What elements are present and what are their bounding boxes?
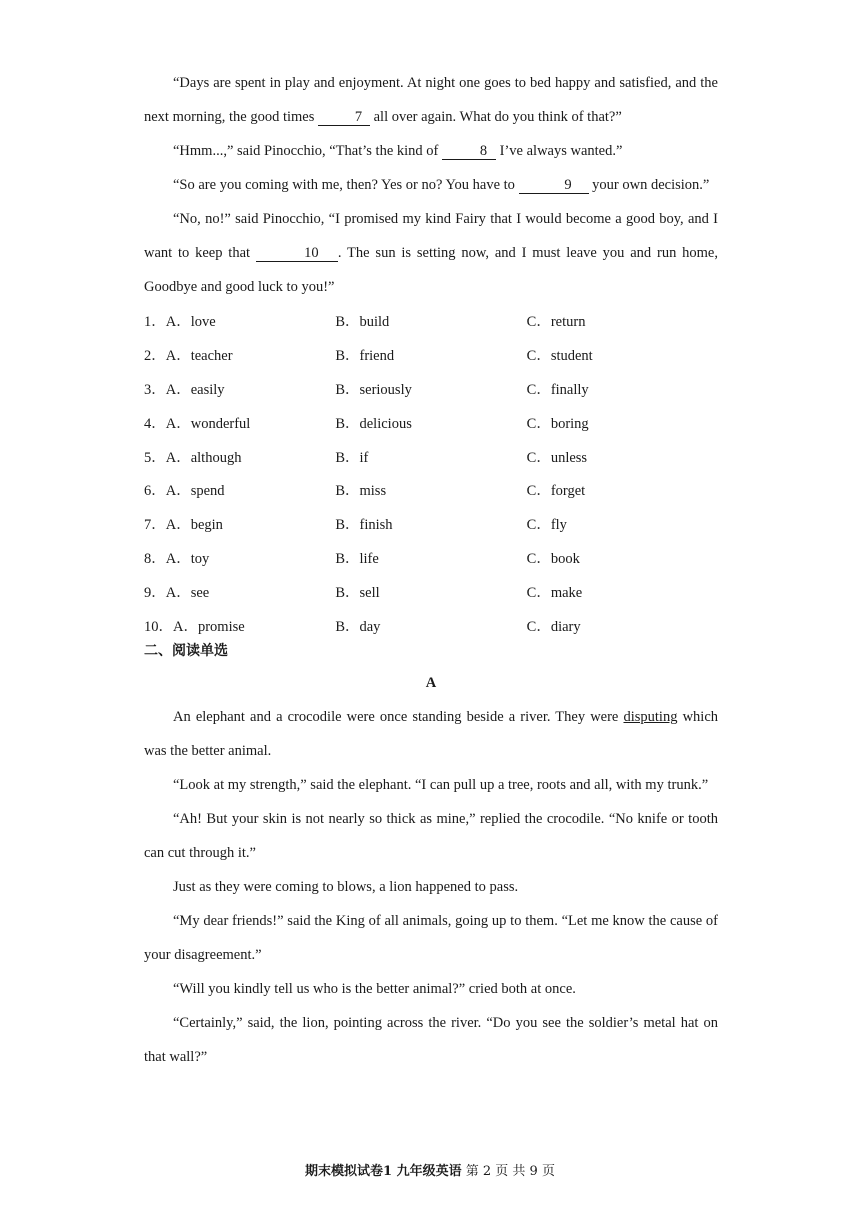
section-title: 二、阅读单选 [144, 642, 228, 659]
answer-options [144, 304, 718, 642]
page-footer [0, 1160, 860, 1179]
story-paragraph-2: “Hmm...,” said Pinocchio, “That’s the kind of 8 I’ve always wanted.” [173, 143, 623, 159]
option-row: 9．A．see B．sell C．make [144, 584, 583, 601]
option-row: 1．A．love B．build C．return [144, 314, 586, 331]
story-paragraph-3: “So are you coming with me, then? Yes or no? You have to 9 your own decision.” [173, 177, 710, 193]
passage-paragraph-2: “Look at my strength,” said the elephant. “I can pull up a tree, roots and all, with my trunk.” [173, 776, 709, 793]
story-paragraph-1: “Days are spent in play and enjoyment. At night one goes to bed happy and satisfied, and the next morning, the good times 7 all over again. What do you think of that?” [144, 75, 718, 125]
passage-paragraph-1: An elephant and a crocodile were once standing beside a river. They were disputing which was the better animal. [144, 708, 719, 759]
passage-paragraph-6: “Will you kindly tell us who is the better animal?” cried both at once. [173, 980, 576, 997]
passage-paragraph-4: Just as they were coming to blows, a lion happened to pass. [173, 878, 519, 895]
footer-title: 期末模拟试卷1 九年级英语 [305, 1164, 462, 1179]
passage-label: A [425, 674, 437, 691]
option-row: 2．A．teacher B．friend C．student [144, 348, 593, 365]
option-row: 3．A．easily B．seriously C．finally [144, 381, 589, 398]
passage-paragraph-5: “My dear friends!” said the King of all animals, going up to them. “Let me know the cause of your disagreement.” [144, 912, 718, 963]
blank-10: 10 [256, 245, 338, 262]
option-row: 4．A．wonderful B．delicious C．boring [144, 415, 589, 432]
blank-7: 7 [318, 109, 370, 126]
blank-9: 9 [519, 177, 589, 194]
option-row: 10．A．promise B．day C．diary [144, 618, 581, 635]
passage-paragraph-3: “Ah! But your skin is not nearly so thick as mine,” replied the crocodile. “No knife or tooth can cut through it.” [144, 810, 718, 861]
option-row: 5．A．although B．if C．unless [144, 449, 588, 466]
blank-8: 8 [442, 143, 496, 160]
option-row: 6．A．spend B．miss C．forget [144, 483, 586, 500]
footer-page-number: 第 2 页 共 9 页 [465, 1164, 555, 1179]
option-row: 7．A．begin B．finish C．fly [144, 517, 567, 534]
story-paragraph-4: “No, no!” said Pinocchio, “I promised my kind Fairy that I would become a good boy, and I want to keep that 10 . The sun is setting now, and I must leave you and run home, Goodbye and good luck to you!” [144, 211, 718, 295]
passage-paragraph-7: “Certainly,” said, the lion, pointing across the river. “Do you see the soldier’s metal hat on that wall?” [144, 1014, 718, 1065]
option-row: 8．A．toy B．life C．book [144, 550, 580, 567]
exam-page [144, 66, 718, 1074]
underlined-word: disputing [623, 708, 678, 725]
